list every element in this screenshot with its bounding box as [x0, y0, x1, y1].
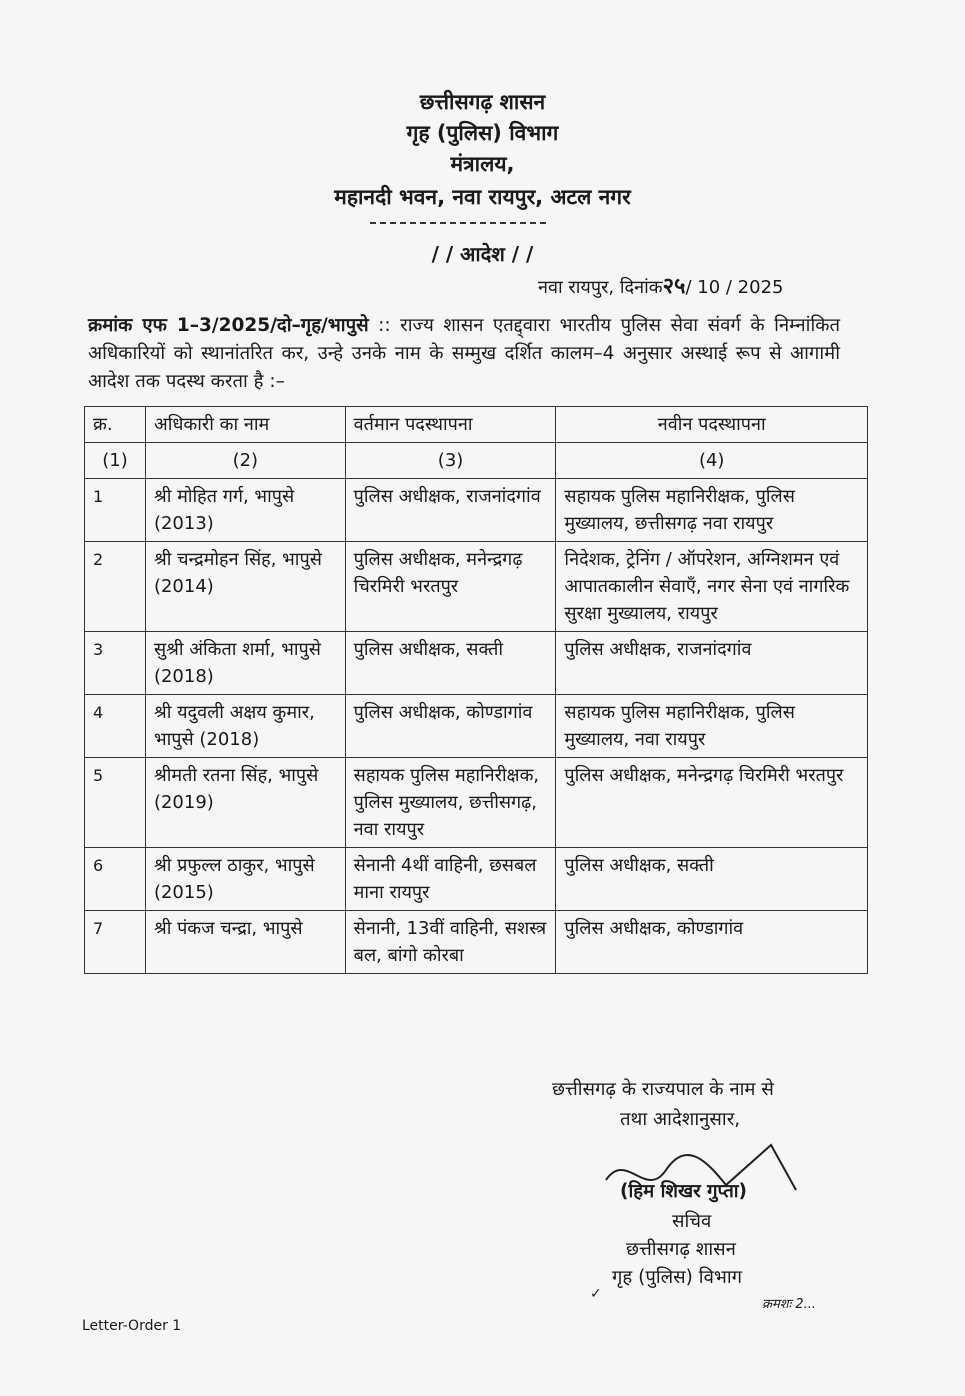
order-intro — [88, 312, 840, 396]
table-header-row — [85, 407, 868, 443]
cell-sn: 7 — [85, 911, 146, 974]
continued-note: क्रमशः 2... — [762, 1297, 817, 1312]
cell-officer-name: श्री पंकज चन्द्रा, भापुसे — [145, 911, 345, 974]
signature-authority-line1: छत्तीसगढ़ के राज्यपाल के नाम से — [552, 1079, 774, 1100]
table-row — [85, 479, 868, 542]
cell-sn: 4 — [85, 695, 146, 758]
cell-current-posting: पुलिस अधीक्षक, सक्ती — [345, 632, 556, 695]
cell-sn: 3 — [85, 632, 146, 695]
govt-name: छत्तीसगढ़ शासन — [419, 90, 546, 114]
header-current-posting: वर्तमान पदस्थापना — [345, 407, 556, 443]
cell-current-posting: पुलिस अधीक्षक, कोण्डागांव — [345, 695, 556, 758]
header-sn: क्र. — [85, 407, 146, 443]
hand-mark: ✓ — [590, 1286, 602, 1302]
table-row — [85, 758, 868, 848]
table-row — [85, 848, 868, 911]
cell-sn: 5 — [85, 758, 146, 848]
cell-sn: 6 — [85, 848, 146, 911]
date-rest: / 10 / 2025 — [685, 277, 784, 298]
cell-officer-name: श्री यदुवली अक्षय कुमार, भापुसे (2018) — [145, 695, 345, 758]
signatory-name: (हिम शिखर गुप्ता) — [620, 1181, 747, 1202]
address-line: महानदी भवन, नवा रायपुर, अटल नगर — [334, 185, 631, 209]
table-row — [85, 632, 868, 695]
signatory-department: गृह (पुलिस) विभाग — [612, 1267, 743, 1288]
cell-current-posting: सेनानी 4थीं वाहिनी, छसबल माना रायपुर — [345, 848, 556, 911]
order-date — [538, 270, 783, 300]
table-row — [85, 542, 868, 632]
table-row — [85, 911, 868, 974]
date-prefix: नवा रायपुर, दिनांक — [538, 277, 663, 298]
table-row — [85, 695, 868, 758]
order-intro-text: :: राज्य शासन एतद्द्वारा भारतीय पुलिस सेवा संवर्ग के निम्नांकित अधिकारियों को स्थानांतरित कर, उन्हे उनके नाम के सम्मुख दर्शित कालम–4 अनुसार अस्थाई रूप से आगामी आदेश तक पदस्थ करता है :– — [88, 315, 840, 392]
cell-current-posting: पुलिस अधीक्षक, मनेन्द्रगढ़ चिरमिरी भरतपुर — [345, 542, 556, 632]
department-name: गृह (पुलिस) विभाग — [406, 121, 559, 145]
cell-current-posting: सहायक पुलिस महानिरीक्षक, पुलिस मुख्यालय, छत्तीसगढ़, नवा रायपुर — [345, 758, 556, 848]
col-number: (4) — [556, 443, 868, 479]
cell-new-posting: सहायक पुलिस महानिरीक्षक, पुलिस मुख्यालय, नवा रायपुर — [556, 695, 868, 758]
col-number: (3) — [345, 443, 556, 479]
col-number: (2) — [145, 443, 345, 479]
table-column-number-row — [85, 443, 868, 479]
cell-new-posting: पुलिस अधीक्षक, कोण्डागांव — [556, 911, 868, 974]
cell-current-posting: सेनानी, 13वीं वाहिनी, सशस्त्र बल, बांगो कोरबा — [345, 911, 556, 974]
ministry-name: मंत्रालय, — [450, 152, 515, 176]
cell-officer-name: श्री मोहित गर्ग, भापुसे (2013) — [145, 479, 345, 542]
cell-new-posting: सहायक पुलिस महानिरीक्षक, पुलिस मुख्यालय, छत्तीसगढ़ नवा रायपुर — [556, 479, 868, 542]
header-divider — [370, 222, 546, 224]
header-new-posting: नवीन पदस्थापना — [556, 407, 868, 443]
header-officer-name: अधिकारी का नाम — [145, 407, 345, 443]
cell-sn: 2 — [85, 542, 146, 632]
col-number: (1) — [85, 443, 146, 479]
date-day-handwritten: २५ — [662, 273, 686, 299]
cell-sn: 1 — [85, 479, 146, 542]
signature-authority-line2: तथा आदेशानुसार, — [620, 1109, 741, 1130]
signatory-govt: छत्तीसगढ़ शासन — [626, 1239, 736, 1260]
cell-officer-name: श्री प्रफुल्ल ठाकुर, भापुसे (2015) — [145, 848, 345, 911]
cell-new-posting: पुलिस अधीक्षक, राजनांदगांव — [556, 632, 868, 695]
cell-officer-name: श्री चन्द्रमोहन सिंह, भापुसे (2014) — [145, 542, 345, 632]
cell-new-posting: पुलिस अधीक्षक, सक्ती — [556, 848, 868, 911]
cell-new-posting: पुलिस अधीक्षक, मनेन्द्रगढ़ चिरमिरी भरतपुर — [556, 758, 868, 848]
cell-new-posting: निदेशक, ट्रेनिंग / ऑपरेशन, अग्निशमन एवं आपातकालीन सेवाएँ, नगर सेना एवं नागरिक सुरक्षा मुख्यालय, रायपुर — [556, 542, 868, 632]
cell-current-posting: पुलिस अधीक्षक, राजनांदगांव — [345, 479, 556, 542]
order-title: / / आदेश / / — [431, 242, 534, 266]
cell-officer-name: सुश्री अंकिता शर्मा, भापुसे (2018) — [145, 632, 345, 695]
cell-officer-name: श्रीमती रतना सिंह, भापुसे (2019) — [145, 758, 345, 848]
order-reference: क्रमांक एफ 1–3/2025/दो–गृह/भापुसे — [88, 315, 369, 336]
footer-label: Letter-Order 1 — [82, 1318, 182, 1334]
transfer-table — [84, 406, 868, 974]
signatory-designation: सचिव — [672, 1211, 712, 1232]
